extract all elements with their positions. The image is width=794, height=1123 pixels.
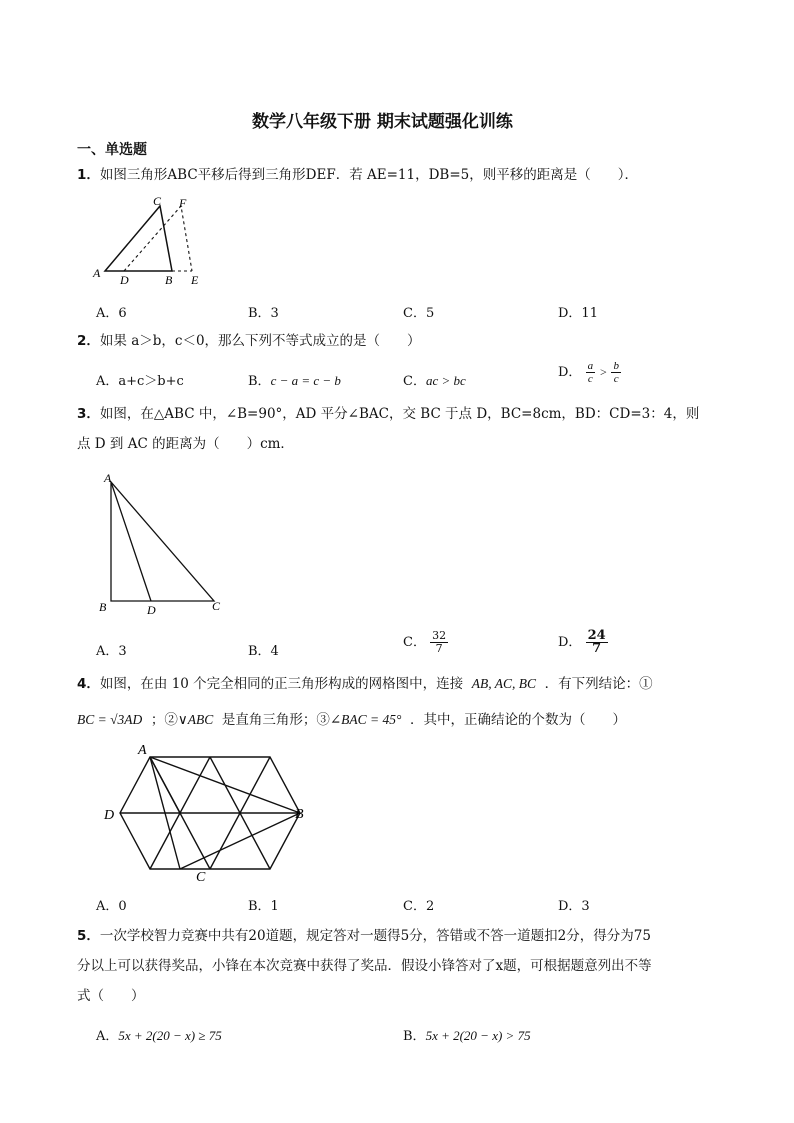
- segment-ab: [150, 757, 300, 813]
- inline-math: ∠BAC = 45°: [329, 712, 402, 727]
- option-label: B．: [248, 374, 271, 389]
- label-b: B: [295, 807, 304, 822]
- option-label: C．: [403, 635, 426, 650]
- numerator: b: [613, 360, 619, 372]
- right-triangle-figure: [94, 470, 234, 618]
- option-c: C．2: [403, 899, 435, 914]
- question-text: 如果 a＞b，c＜0，那么下列不等式成立的是（ ）: [99, 333, 421, 349]
- label-c: C: [212, 599, 221, 613]
- label-a: A: [138, 743, 147, 758]
- page-title: 数学八年级下册 期末试题强化训练: [252, 112, 513, 132]
- option-b: [248, 370, 341, 389]
- option-a: [96, 1025, 222, 1044]
- option-b: B．1: [248, 899, 279, 914]
- label-b: B: [99, 600, 107, 614]
- option-a: A．6: [96, 306, 127, 321]
- label-c: C: [153, 194, 162, 208]
- question-5-line-1: [77, 926, 651, 946]
- triangle-grid-figure: [98, 740, 318, 886]
- label-f: F: [179, 196, 187, 210]
- inline-math: ∨ABC: [177, 712, 214, 727]
- question-text: 如图，在△ABC 中，∠B=90°，AD 平分∠BAC，交 BC 于点 D，BC=8cm，BD：CD=3：4，则: [99, 406, 700, 422]
- greater-than: >: [599, 365, 608, 379]
- grid-line: [150, 757, 180, 813]
- question-5-line-2: 分以上可以获得奖品，小锋在本次竞赛中获得了奖品．假设小锋答对了x题，可根据题意列出不等: [77, 958, 652, 974]
- label-d: D: [104, 808, 115, 823]
- question-1: [77, 165, 638, 185]
- question-text: 如图三角形ABC平移后得到三角形DEF．若 AE=11，DB=5，则平移的距离是（ ）．: [99, 167, 638, 183]
- fraction-24-over-7: [586, 630, 608, 655]
- question-number: 5．: [77, 928, 100, 944]
- triangle-abc: [111, 482, 214, 601]
- question-text: ．有下列结论：①: [544, 676, 653, 692]
- fraction-a-over-c: [586, 360, 596, 385]
- question-4-line-2: [77, 710, 626, 730]
- option-d: D．11: [558, 306, 598, 321]
- triangle-abc: [105, 206, 172, 271]
- question-text: 是直角三角形；③: [221, 712, 330, 728]
- denominator: 7: [435, 642, 443, 655]
- option-a: A．0: [96, 899, 127, 914]
- option-label: D．: [558, 365, 582, 380]
- question-text: ．其中，正确结论的个数为（ ）: [410, 712, 627, 728]
- question-text: 一次学校智力竞赛中共有20道题，规定答对一题得5分，答错或不答一道题扣2分，得分为75: [99, 928, 651, 944]
- option-a: A．a+c＞b+c: [96, 374, 184, 389]
- option-b: B．3: [248, 306, 279, 321]
- segment-bc: [180, 813, 300, 869]
- label-d: D: [120, 273, 129, 284]
- denominator: 7: [592, 641, 602, 656]
- triangle-def: [124, 206, 192, 271]
- label-e: E: [191, 273, 199, 284]
- question-5-line-3: 式（ ）: [77, 988, 145, 1004]
- question-2: [77, 331, 421, 351]
- option-d: [558, 630, 608, 655]
- question-number: 2．: [77, 333, 100, 349]
- bisector-ad: [111, 482, 151, 601]
- question-4-line-1: [77, 674, 653, 694]
- option-b: B．4: [248, 644, 279, 659]
- numerator: a: [587, 360, 594, 372]
- option-a: A．3: [96, 644, 127, 659]
- question-number: 3．: [77, 406, 100, 422]
- option-label: B．: [403, 1029, 426, 1044]
- option-math: 5x + 2(20 − x) > 75: [425, 1028, 531, 1043]
- option-c: [403, 370, 466, 389]
- option-d: [558, 360, 621, 385]
- fraction-32-over-7: [430, 630, 448, 655]
- numerator: 32: [432, 629, 447, 642]
- option-c: C．5: [403, 306, 435, 321]
- inline-math: AB, AC, BC: [471, 676, 537, 691]
- question-text: ；②: [150, 712, 178, 728]
- option-c: [403, 630, 448, 655]
- triangle-translation-figure: [88, 192, 218, 284]
- option-math: c − a = c − b: [270, 373, 341, 388]
- option-b: [403, 1025, 531, 1044]
- label-c: C: [196, 870, 206, 885]
- option-label: D．: [558, 635, 582, 650]
- denominator: c: [587, 373, 593, 385]
- denominator: c: [613, 373, 619, 385]
- label-b: B: [165, 273, 173, 284]
- option-math: ac > bc: [425, 373, 466, 388]
- question-3-line-2: 点 D 到 AC 的距离为（ ）cm．: [77, 436, 294, 452]
- section-heading: 一、单选题: [77, 142, 147, 158]
- label-a: A: [104, 471, 112, 485]
- question-number: 4．: [77, 676, 100, 692]
- option-label: A．: [96, 1029, 119, 1044]
- label-d: D: [147, 603, 156, 617]
- numerator: 24: [587, 628, 606, 643]
- option-label: C．: [403, 374, 426, 389]
- question-3-line-1: [77, 404, 699, 424]
- inline-math: BC = √3AD: [77, 712, 143, 727]
- option-d: D．3: [558, 899, 590, 914]
- label-a: A: [93, 266, 101, 280]
- fraction-b-over-c: [611, 360, 621, 385]
- question-text: 如图，在由 10 个完全相同的正三角形构成的网格图中，连接: [99, 676, 464, 692]
- option-math: 5x + 2(20 − x) ≥ 75: [118, 1028, 222, 1043]
- question-number: 1．: [77, 167, 100, 183]
